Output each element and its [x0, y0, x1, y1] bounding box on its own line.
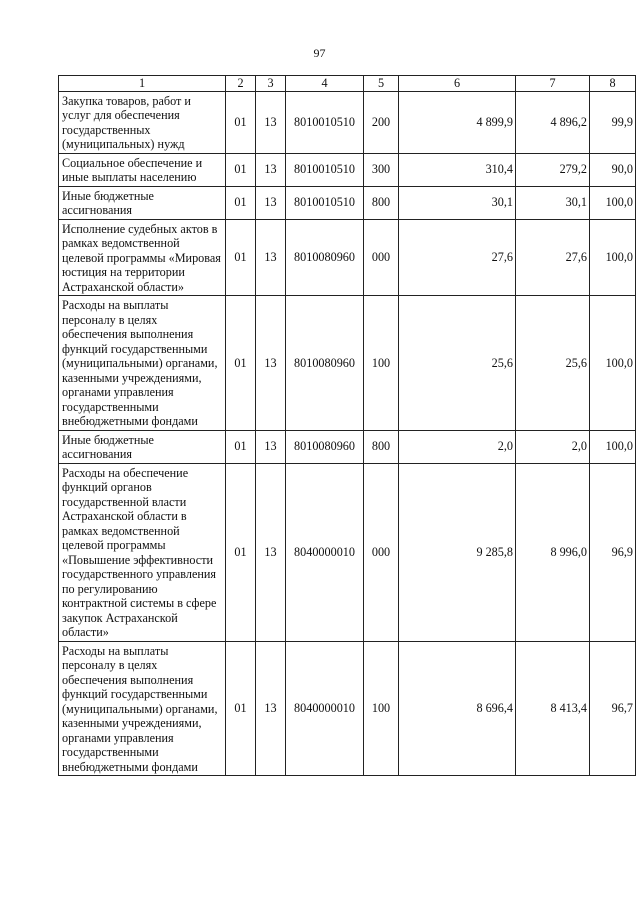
cell-planned: 4 899,9	[399, 91, 516, 153]
header-cell: 6	[399, 76, 516, 92]
cell-code: 8010080960	[286, 219, 364, 296]
table-row	[59, 153, 636, 186]
cell-actual: 30,1	[516, 186, 590, 219]
cell-type: 800	[364, 430, 399, 463]
cell-actual: 4 896,2	[516, 91, 590, 153]
row-name: Исполнение судебных актов в рамках ведомственной целевой программы «Мировая юстиция на территории Астраханской области»	[59, 219, 226, 296]
header-cell: 5	[364, 76, 399, 92]
cell-section: 01	[226, 463, 256, 641]
cell-type: 100	[364, 296, 399, 431]
row-name: Иные бюджетные ассигнования	[59, 430, 226, 463]
row-name: Иные бюджетные ассигнования	[59, 186, 226, 219]
cell-planned: 2,0	[399, 430, 516, 463]
cell-actual: 8 996,0	[516, 463, 590, 641]
cell-percent: 99,9	[590, 91, 636, 153]
row-name: Расходы на выплаты персоналу в целях обеспечения выполнения функций государственными (муниципальными) органами, казенными учреждениями, органами управления государственными внебюджетными фондами	[59, 641, 226, 776]
table-row	[59, 91, 636, 153]
cell-section: 01	[226, 91, 256, 153]
cell-percent: 90,0	[590, 153, 636, 186]
header-cell: 7	[516, 76, 590, 92]
cell-actual: 279,2	[516, 153, 590, 186]
header-row	[59, 76, 636, 92]
cell-subsection: 13	[256, 91, 286, 153]
cell-type: 000	[364, 219, 399, 296]
cell-planned: 27,6	[399, 219, 516, 296]
header-cell: 2	[226, 76, 256, 92]
cell-subsection: 13	[256, 219, 286, 296]
cell-percent: 96,7	[590, 641, 636, 776]
cell-planned: 30,1	[399, 186, 516, 219]
cell-code: 8010010510	[286, 91, 364, 153]
cell-section: 01	[226, 219, 256, 296]
cell-subsection: 13	[256, 641, 286, 776]
cell-section: 01	[226, 153, 256, 186]
row-name: Социальное обеспечение и иные выплаты населению	[59, 153, 226, 186]
cell-section: 01	[226, 641, 256, 776]
cell-code: 8040000010	[286, 641, 364, 776]
cell-percent: 100,0	[590, 219, 636, 296]
table-row	[59, 296, 636, 431]
cell-code: 8040000010	[286, 463, 364, 641]
cell-section: 01	[226, 186, 256, 219]
cell-code: 8010080960	[286, 430, 364, 463]
cell-subsection: 13	[256, 153, 286, 186]
cell-actual: 25,6	[516, 296, 590, 431]
cell-subsection: 13	[256, 186, 286, 219]
cell-subsection: 13	[256, 430, 286, 463]
cell-section: 01	[226, 296, 256, 431]
cell-percent: 100,0	[590, 430, 636, 463]
cell-actual: 8 413,4	[516, 641, 590, 776]
cell-subsection: 13	[256, 296, 286, 431]
table-row	[59, 219, 636, 296]
table-row	[59, 641, 636, 776]
cell-actual: 2,0	[516, 430, 590, 463]
row-name: Расходы на выплаты персоналу в целях обеспечения выполнения функций государственными (муниципальными) органами, казенными учреждениями, органами управления государственными внебюджетными фондами	[59, 296, 226, 431]
row-name: Закупка товаров, работ и услуг для обеспечения государственных (муниципальных) нужд	[59, 91, 226, 153]
cell-percent: 100,0	[590, 296, 636, 431]
table-row	[59, 463, 636, 641]
header-cell: 4	[286, 76, 364, 92]
header-cell: 3	[256, 76, 286, 92]
cell-code: 8010080960	[286, 296, 364, 431]
row-name: Расходы на обеспечение функций органов государственной власти Астраханской области в рамках ведомственной целевой программы «Повышение эффективности государственного управления по регулированию контрактной системы в сфере закупок Астраханской области»	[59, 463, 226, 641]
cell-planned: 310,4	[399, 153, 516, 186]
cell-code: 8010010510	[286, 186, 364, 219]
page-number: 97	[313, 46, 326, 60]
table-row	[59, 186, 636, 219]
table-row	[59, 430, 636, 463]
cell-actual: 27,6	[516, 219, 590, 296]
cell-type: 300	[364, 153, 399, 186]
cell-type: 800	[364, 186, 399, 219]
cell-type: 100	[364, 641, 399, 776]
budget-table	[58, 75, 636, 776]
cell-percent: 100,0	[590, 186, 636, 219]
cell-planned: 9 285,8	[399, 463, 516, 641]
cell-subsection: 13	[256, 463, 286, 641]
cell-type: 200	[364, 91, 399, 153]
cell-section: 01	[226, 430, 256, 463]
cell-type: 000	[364, 463, 399, 641]
cell-percent: 96,9	[590, 463, 636, 641]
header-cell: 1	[59, 76, 226, 92]
cell-code: 8010010510	[286, 153, 364, 186]
cell-planned: 25,6	[399, 296, 516, 431]
cell-planned: 8 696,4	[399, 641, 516, 776]
header-cell: 8	[590, 76, 636, 92]
